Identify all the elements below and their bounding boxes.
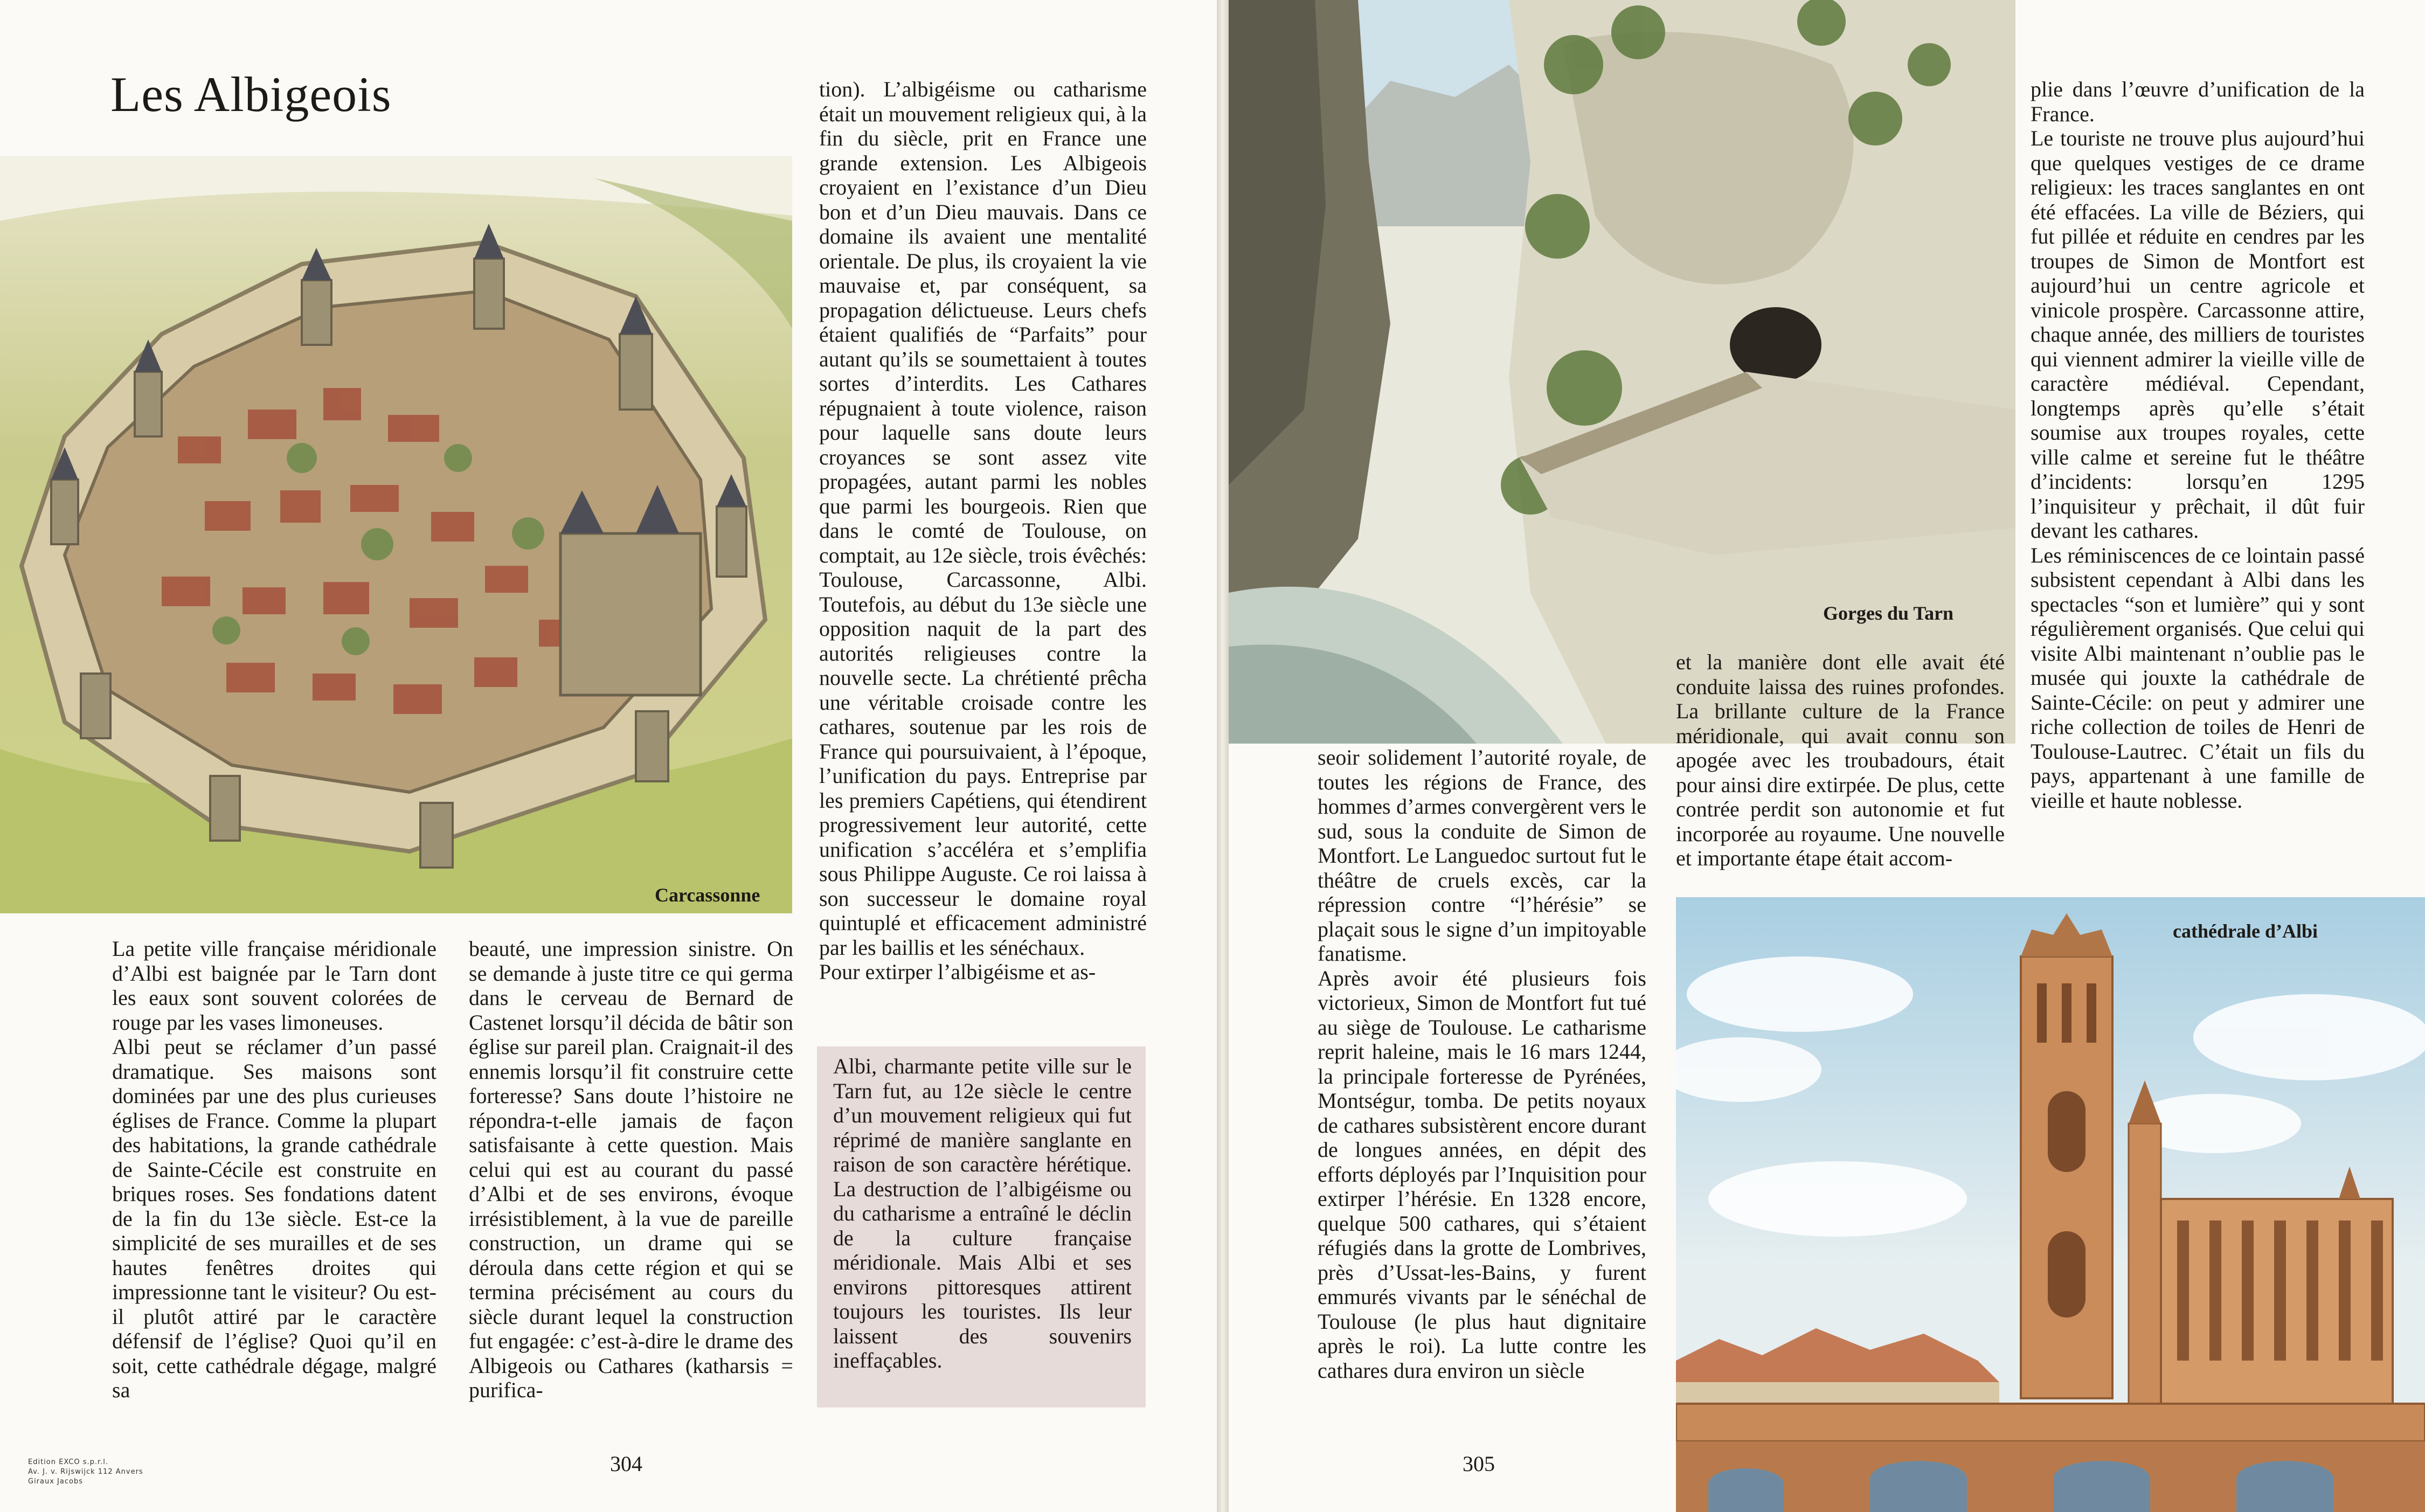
left-column-1 <box>112 937 436 1403</box>
albi-cathedral-illustration <box>1676 897 2425 1512</box>
publisher-imprint: Edition EXCO s.p.r.l. Av. J. v. Rijswijck 112 Anvers Giraux Jacobs <box>28 1458 143 1486</box>
paragraph: Le touriste ne trouve plus aujourd’hui que quelques vestiges de ce drame religieux: les traces sanglantes en ont été effacées. La ville de Béziers, qui fut pillée et réduite en cendres par les troupes de Simon de Montfort est aujourd’hui un centre agricole et vinicole prospère. Carcassonne attire, chaque année, des milliers de touristes qui viennent admirer la vieille ville de caractère médiéval. Cependant, longtemps après qu’elle s’était soumise aux troupes royales, cette ville calme et sereine fut le théâtre d’incidents: lorsqu’en 1295 l’inquisiteur y prêchait, il dût fuir devant les cathares. <box>2031 126 2365 543</box>
left-column-3 <box>819 77 1147 984</box>
book-gutter <box>1217 0 1229 1512</box>
summary-box: Albi, charmante petite ville sur le Tarn fut, au 12e siècle le centre d’un mouvement religieux qui fut réprimé de manière sanglante en raison de son caractère hérétique. La destruction de l’albigéisme ou du catharisme a entraîné le déclin de la culture française méridionale. Mais Albi et ses environs pittoresques attirent toujours les touristes. Ils leur laissent des souvenirs ineffaçables. <box>817 1046 1146 1407</box>
carcassonne-illustration <box>0 156 792 913</box>
paragraph: et la manière dont elle avait été conduite laissa des ruines profondes. La brillante culture de la France méridionale, qui avait connu son apogée avec les troubadours, était pour ainsi dire extirpée. De plus, cette contrée perdit son autonomie et fut incorporée au royaume. Une nouvelle et importante étape était accom- <box>1676 650 2005 870</box>
paragraph: plie dans l’œuvre d’unification de la France. <box>2031 77 2365 126</box>
page-title: Les Albigeois <box>110 67 392 122</box>
paragraph: Les réminiscences de ce lointain passé subsistent cependant à Albi dans les spectacles “son et lumière” qui y sont régulièrement organisés. Que celui qui visite Albi maintenant n’oublie pas le musée qui jouxte la cathédrale de Sainte-Cécile: on peut y admirer une riche collection de toiles de Henri de Toulouse-Lautrec. C’était un fils du pays, appartenant à une famille de vieille et haute noblesse. <box>2031 543 2365 813</box>
paragraph: Albi peut se réclamer d’un passé dramatique. Ses maisons sont dominées par une des plus curieuses églises de France. Comme la plupart des habitations, la grande cathédrale de Sainte-Cécile est construite en briques roses. Ses fondations datent de la fin du 13e siècle. Est-ce la simplicité de ses murailles et de ses hautes fenêtres droites qui impressionne tant le visiteur? Ou est-il plutôt attiré par le caractère défensif de l’église? Quoi qu’il en soit, cette cathédrale dégage, malgré sa <box>112 1035 436 1402</box>
paragraph: seoir solidement l’autorité royale, de toutes les régions de France, des hommes d’armes convergèrent vers le sud, sous la conduite de Simon de Montfort. Le Languedoc surtout fut le théâtre de cruels excès, car la répression contre “l’hérésie” se plaçait sous le signe d’un impitoyable fanatisme. <box>1318 745 1646 966</box>
page-number-left: 304 <box>610 1452 642 1476</box>
caption-carcassonne: Carcassonne <box>655 884 760 906</box>
paragraph: beauté, une impression sinistre. On se demande à juste titre ce qui germa dans le cerveau de Bernard de Castenet lorsqu’il décida de bâtir son église sur pareil plan. Craignait-il des ennemis lorsqu’il fit construire cette forteresse? Sans doute l’histoire ne répondra-t-elle jamais de façon satisfaisante à cette question. Mais celui qui est au courant du passé d’Albi et de ses environs, évoque irrésistiblement, à la vue de pareille construction, un drame qui se déroula dans cette région et qui se termina précisément au cours du siècle durant lequel la construction fut engagée: c’est-à-dire le drame des Albigeois ou Cathares (katharsis = purifica- <box>469 937 793 1402</box>
left-column-2 <box>469 937 793 1403</box>
right-page <box>1229 0 2425 1512</box>
page-number-right: 305 <box>1463 1452 1495 1476</box>
paragraph: La petite ville française méridionale d’Albi est baignée par le Tarn dont les eaux sont souvent colorées de rouge par les vases limoneuses. <box>112 937 436 1035</box>
paragraph: tion). L’albigéisme ou catharisme était un mouvement religieux qui, à la fin du siècle, prit en France une grande extension. Les Albigeois croyaient en l’existance d’un Dieu bon et d’un Dieu mauvais. Dans ce domaine ils avaient une mentalité orientale. De plus, ils croyaient la vie mauvaise et, par conséquent, sa propagation délictueuse. Leurs chefs étaient qualifiés de “Parfaits” pour autant qu’ils se soumettaient à toutes sortes d’interdits. Les Cathares répugnaient à toute violence, raison pour laquelle sans doute leurs croyances se sont assez vite propagées, autant parmi les nobles que parmi les bourgeois. Rien que dans le comté de Toulouse, on comptait, au 12e siècle, trois évêchés: Toulouse, Carcassonne, Albi. Toutefois, au début du 13e siècle une opposition naquit de la part des autorités religieuses contre la nouvelle secte. La chrétienté prêcha une véritable croisade contre les cathares, soutenue par les rois de France qui poursuivaient, à l’époque, l’unification du pays. Entreprise par les premiers Capétiens, qui étendirent progressivement leur autorité, cette unification s’accéléra et s’emplifia sous Philippe Auguste. Ce roi laissa à son successeur le domaine royal quintuplé et efficacement administré par les baillis et les sénéchaux. <box>819 77 1147 960</box>
caption-gorges-du-tarn: Gorges du Tarn <box>1823 602 1954 624</box>
right-column-1 <box>1318 745 1646 1383</box>
gorges-du-tarn-illustration <box>1229 0 2015 744</box>
right-column-2 <box>1676 650 2005 871</box>
right-column-3 <box>2031 77 2365 813</box>
paragraph: Après avoir été plusieurs fois victorieux, Simon de Montfort fut tué au siège de Toulouse. Le catharisme reprit haleine, mais le 16 mars 1244, la principale forteresse de Pyrénées, Montségur, tomba. De petits noyaux de cathares subsistèrent encore durant de longues années, en dépit des efforts déployés par l’Inquisition pour extirper l’hérésie. En 1328 encore, quelque 500 cathares, qui s’étaient réfugiés dans la grotte de Lombrives, près d’Ussat-les-Bains, y furent emmurés vivants par le sénéchal de Toulouse (le plus haut dignitaire après le roi). La lutte contre les cathares dura environ un siècle <box>1318 966 1646 1383</box>
paragraph: Pour extirper l’albigéisme et as- <box>819 960 1096 984</box>
caption-cathedrale-albi: cathédrale d’Albi <box>2173 920 2318 942</box>
